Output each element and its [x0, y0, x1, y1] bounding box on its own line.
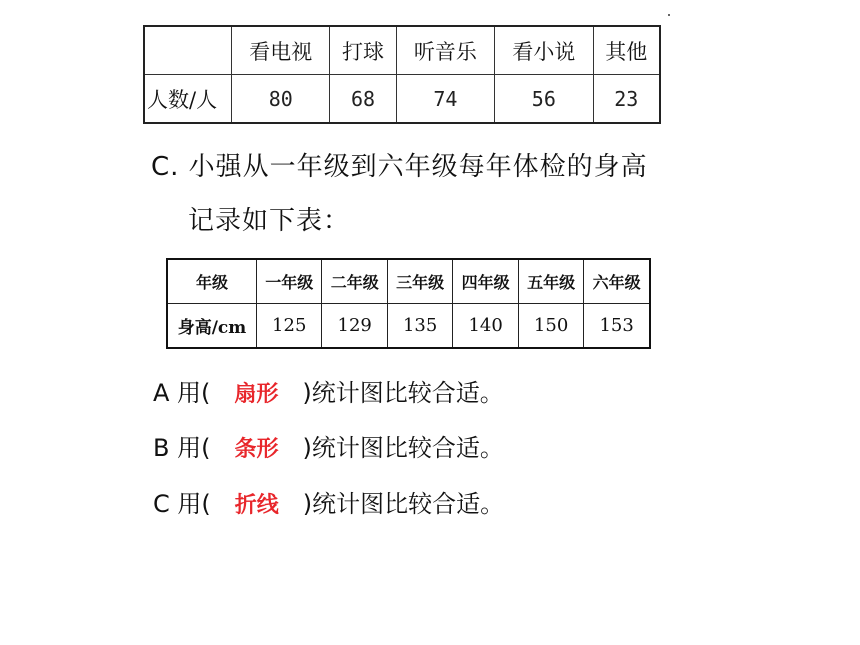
answer-a-prefix: A 用(	[153, 379, 211, 407]
height-table-cell: 140	[453, 304, 518, 349]
height-table-cell: 153	[584, 304, 650, 349]
height-table-grade: 三年级	[387, 259, 452, 304]
hobby-table-cell: 80	[232, 75, 330, 124]
question-c-line-2: 记录如下表：	[188, 206, 351, 236]
hobby-table-header: 看电视	[232, 26, 330, 75]
question-c-line-1: C. 小强从一年级到六年级每年体检的身高	[151, 152, 648, 182]
hobby-table-corner	[144, 26, 232, 75]
answer-b-fill: 条形	[234, 437, 279, 462]
height-table-grade: 六年级	[584, 259, 650, 304]
hobby-table-header: 打球	[330, 26, 396, 75]
answer-c-fill: 折线	[234, 493, 279, 518]
height-table-cell: 150	[518, 304, 583, 349]
height-table-grade: 五年级	[518, 259, 583, 304]
answer-a	[153, 373, 504, 408]
height-table-grade: 四年级	[453, 259, 518, 304]
answer-c	[153, 484, 504, 519]
hobby-table-header: 其他	[593, 26, 660, 75]
height-table-header-row	[167, 259, 650, 304]
answer-c-prefix: C 用(	[153, 490, 211, 518]
answer-a-suffix: )统计图比较合适。	[302, 379, 504, 407]
hobby-table-cell: 74	[396, 75, 494, 124]
hobby-table-cell: 68	[330, 75, 396, 124]
answer-b-suffix: )统计图比较合适。	[302, 434, 504, 462]
height-table	[166, 258, 651, 349]
hobby-table-data-row	[144, 75, 660, 124]
height-table-header-label: 年级	[167, 259, 257, 304]
height-table-cell: 135	[387, 304, 452, 349]
hobby-table-header: 听音乐	[396, 26, 494, 75]
height-table-cell: 125	[257, 304, 322, 349]
height-table-grade: 二年级	[322, 259, 387, 304]
answer-c-suffix: )统计图比较合适。	[302, 490, 505, 518]
hobby-table-row-label: 人数/人	[144, 75, 232, 124]
height-table-grade: 一年级	[257, 259, 322, 304]
stray-mark	[668, 14, 670, 16]
answer-b	[153, 428, 504, 463]
hobby-table-header: 看小说	[495, 26, 593, 75]
height-table-data-row	[167, 304, 650, 349]
hobby-table-cell: 23	[593, 75, 660, 124]
answer-b-prefix: B 用(	[153, 434, 211, 462]
height-table-row-label: 身高/cm	[167, 304, 257, 349]
answer-a-fill: 扇形	[234, 382, 279, 407]
hobby-table-header-row	[144, 26, 660, 75]
hobby-table	[143, 25, 661, 124]
height-table-cell: 129	[322, 304, 387, 349]
hobby-table-cell: 56	[495, 75, 593, 124]
